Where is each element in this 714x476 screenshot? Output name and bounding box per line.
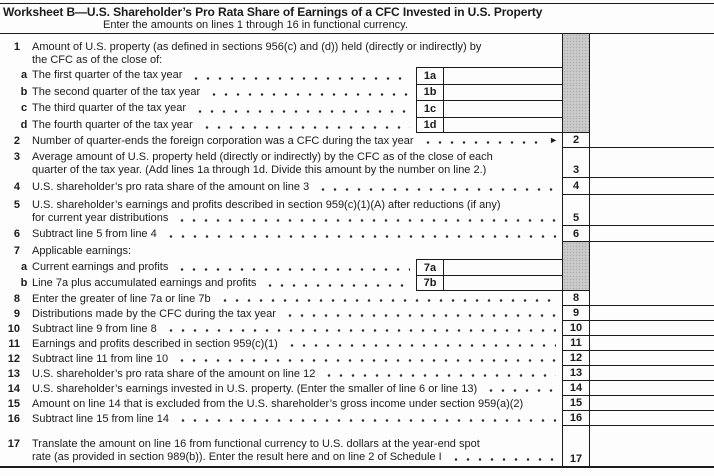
line-12-left	[0, 351, 562, 366]
line-1-left	[0, 34, 562, 67]
line-16-box-label: 16	[562, 411, 590, 426]
line-4-amount-field[interactable]	[590, 178, 714, 195]
row-line-13	[0, 366, 714, 381]
line-1d-left	[0, 117, 562, 134]
line-7b-amount-field[interactable]	[444, 276, 562, 290]
line-17-text-1: Translate the amount on line 16 from functional currency to U.S. dollars at the year-end spot	[32, 438, 480, 450]
line-1d-text: The fourth quarter of the tax year	[32, 118, 193, 131]
line-13-box-label: 13	[562, 366, 590, 381]
line-11-box-label: 11	[562, 336, 590, 351]
line-17-text-2: rate (as provided in section 989(b)). Enter the result here and on line 2 of Schedule I	[32, 451, 442, 463]
row-line-16	[0, 411, 714, 426]
line-3-number: 3	[13, 151, 20, 163]
line-12-text: Subtract line 11 from line 10	[32, 352, 169, 365]
line-9-text: Distributions made by the CFC during the tax year	[32, 307, 276, 320]
line-15-text: Amount on line 14 that is excluded from the U.S. shareholder’s gross income under section 959(a)(2)	[32, 397, 524, 410]
row-line-7a	[0, 259, 714, 275]
line-7b-left	[0, 275, 562, 291]
line-3-text	[28, 151, 562, 177]
line-8-text: Enter the greater of line 7a or line 7b	[32, 292, 211, 305]
line-1d-letter: d	[20, 118, 28, 131]
line-8-amount-field[interactable]	[590, 291, 714, 306]
line-17-number: 17	[7, 438, 20, 450]
row-line-8	[0, 291, 714, 306]
line-3-text-1: Average amount of U.S. property held (directly or indirectly) by the CFC as of the close of each	[32, 151, 493, 163]
line-1-text	[28, 41, 562, 67]
shaded-cell	[562, 100, 590, 117]
row-line-4	[0, 178, 714, 195]
line-12-box-label: 12	[562, 351, 590, 366]
row-line-1a	[0, 67, 714, 84]
line-4-left	[0, 178, 562, 195]
line-11-left	[0, 336, 562, 351]
blank-area	[590, 259, 714, 275]
line-16-text: Subtract line 15 from line 14	[32, 412, 169, 425]
line-7a-letter: a	[20, 261, 28, 273]
line-9-amount-field[interactable]	[590, 306, 714, 321]
dot-leader	[284, 336, 556, 351]
line-17-text	[28, 438, 562, 464]
line-1d-box-label: 1d	[417, 118, 444, 133]
row-line-10	[0, 321, 714, 336]
line-7-number: 7	[13, 244, 20, 257]
row-line-9	[0, 306, 714, 321]
line-7a-entry-box	[416, 259, 562, 275]
line-15-box-label: 15	[562, 396, 590, 411]
blank-area	[590, 67, 714, 84]
line-7-left	[0, 242, 562, 259]
line-10-left	[0, 321, 562, 336]
line-2-left	[0, 133, 562, 148]
pointer-arrow-icon: ►	[549, 135, 558, 145]
line-1b-box-label: 1b	[417, 85, 444, 101]
row-line-7b	[0, 275, 714, 291]
shaded-cell	[562, 84, 590, 101]
row-line-1c	[0, 100, 714, 117]
line-9-box-label: 9	[562, 306, 590, 321]
line-1d-entry-box	[416, 117, 562, 134]
line-7a-amount-field[interactable]	[444, 260, 562, 275]
shaded-cell	[562, 275, 590, 291]
line-5-left	[0, 195, 562, 226]
dot-leader	[262, 275, 410, 291]
shaded-cell	[562, 242, 590, 259]
line-5-text-2: for current year distributions	[32, 212, 169, 224]
line-2-amount-field[interactable]	[590, 133, 714, 148]
line-16-number: 16	[7, 412, 20, 425]
line-7-text: Applicable earnings:	[32, 244, 132, 257]
dot-leader	[217, 291, 556, 306]
blank-area	[590, 242, 714, 259]
line-16-amount-field[interactable]	[590, 411, 714, 426]
shaded-cell	[562, 259, 590, 275]
line-2-text: Number of quarter-ends the foreign corporation was a CFC during the tax year	[32, 134, 414, 147]
row-line-6	[0, 226, 714, 242]
blank-area	[590, 275, 714, 291]
line-8-box-label: 8	[562, 291, 590, 306]
line-9-number: 9	[13, 307, 20, 320]
line-13-left	[0, 366, 562, 381]
line-1b-text: The second quarter of the tax year	[32, 85, 201, 98]
row-line-3	[0, 148, 714, 178]
dot-leader	[175, 411, 556, 426]
line-1b-letter: b	[20, 85, 28, 98]
line-3-left	[0, 148, 562, 178]
line-1b-entry-box	[416, 84, 562, 101]
line-1-number: 1	[13, 41, 20, 53]
blank-area	[590, 34, 714, 67]
line-10-number: 10	[7, 322, 20, 335]
dot-leader	[174, 351, 556, 366]
line-7a-box-label: 7a	[417, 260, 444, 275]
line-3-amount-field[interactable]	[590, 148, 714, 178]
dot-leader	[483, 381, 556, 396]
row-line-7	[0, 242, 714, 259]
line-14-box-label: 14	[562, 381, 590, 396]
line-5-number: 5	[13, 199, 20, 211]
row-line-1b	[0, 84, 714, 101]
row-line-12	[0, 351, 714, 366]
line-7b-letter: b	[20, 277, 28, 289]
line-11-amount-field[interactable]	[590, 336, 714, 351]
line-12-number: 12	[7, 352, 20, 365]
row-line-17	[0, 426, 714, 466]
line-1c-box-label: 1c	[417, 101, 444, 117]
line-1c-amount-field[interactable]	[444, 101, 562, 117]
line-4-number: 4	[13, 180, 20, 193]
line-17-box-label: 17	[562, 426, 590, 466]
line-10-box-label: 10	[562, 321, 590, 336]
line-9-left	[0, 306, 562, 321]
line-13-text: U.S. shareholder’s pro rata share of the amount on line 12	[32, 367, 316, 380]
line-6-amount-field[interactable]	[590, 226, 714, 242]
dot-leader	[206, 84, 410, 101]
line-14-amount-field[interactable]	[590, 381, 714, 396]
line-16-left	[0, 411, 562, 426]
dot-leader	[420, 133, 544, 148]
line-11-number: 11	[8, 337, 20, 350]
line-15-amount-field[interactable]	[590, 396, 714, 411]
line-2-box-label: 2	[562, 133, 590, 148]
line-1a-entry-box	[416, 67, 562, 84]
line-7b-entry-box	[416, 275, 562, 291]
dot-leader	[321, 366, 556, 381]
line-8-number: 8	[13, 292, 20, 305]
line-5-text	[28, 199, 562, 225]
shaded-cell	[562, 117, 590, 134]
line-4-text: U.S. shareholder’s pro rata share of the amount on line 3	[32, 180, 310, 193]
line-15-left	[0, 396, 562, 411]
line-13-number: 13	[7, 367, 20, 380]
line-1a-text: The first quarter of the tax year	[32, 69, 183, 82]
line-13-amount-field[interactable]	[590, 366, 714, 381]
dot-leader	[163, 321, 556, 336]
line-6-text: Subtract line 5 from line 4	[32, 228, 157, 240]
line-2-number: 2	[13, 134, 20, 147]
row-line-2	[0, 133, 714, 148]
dot-leader	[199, 117, 410, 134]
line-1d-amount-field[interactable]	[444, 118, 562, 133]
line-14-text: U.S. shareholder’s earnings invested in U.S. property. (Enter the smaller of line 6 or line 13)	[32, 382, 478, 395]
dot-leader	[174, 212, 556, 225]
row-line-1d	[0, 117, 714, 134]
dot-leader	[163, 226, 556, 242]
dot-leader	[448, 451, 556, 464]
line-4-box-label: 4	[562, 178, 590, 195]
line-6-box-label: 6	[562, 226, 590, 242]
dot-leader	[174, 259, 410, 275]
line-1a-amount-field[interactable]	[444, 68, 562, 84]
line-7b-box-label: 7b	[417, 276, 444, 290]
line-1c-letter: c	[20, 102, 28, 115]
line-1a-left	[0, 67, 562, 84]
line-6-number: 6	[13, 228, 20, 240]
blank-area	[590, 117, 714, 134]
line-12-amount-field[interactable]	[590, 351, 714, 366]
line-1c-entry-box	[416, 100, 562, 117]
line-7a-text: Current earnings and profits	[32, 261, 169, 273]
line-1c-text: The third quarter of the tax year	[32, 102, 187, 115]
row-line-11	[0, 336, 714, 351]
line-1-text-2: the CFC as of the close of:	[32, 54, 163, 66]
line-10-text: Subtract line 9 from line 8	[32, 322, 157, 335]
dot-leader	[282, 306, 556, 321]
row-line-14	[0, 381, 714, 396]
line-17-amount-field[interactable]	[590, 426, 714, 466]
row-line-1	[0, 34, 714, 67]
line-1b-left	[0, 84, 562, 101]
line-1a-box-label: 1a	[417, 68, 444, 84]
line-6-left	[0, 226, 562, 242]
dot-leader	[192, 100, 410, 117]
line-3-box-label: 3	[562, 148, 590, 178]
line-1b-amount-field[interactable]	[444, 85, 562, 101]
line-5-amount-field[interactable]	[590, 195, 714, 226]
dot-leader	[315, 178, 556, 195]
shaded-cell	[562, 34, 590, 67]
worksheet-table	[0, 34, 714, 468]
dot-leader	[188, 67, 410, 84]
worksheet-header	[0, 3, 714, 34]
line-10-amount-field[interactable]	[590, 321, 714, 336]
blank-area	[590, 84, 714, 101]
blank-area	[590, 100, 714, 117]
line-1-text-1: Amount of U.S. property (as defined in sections 956(c) and (d)) held (directly or indirectly) by	[32, 41, 482, 53]
line-17-left	[0, 426, 562, 466]
row-line-5	[0, 195, 714, 226]
line-8-left	[0, 291, 562, 306]
row-line-15	[0, 396, 714, 411]
line-14-left	[0, 381, 562, 396]
line-7b-text: Line 7a plus accumulated earnings and profits	[32, 277, 257, 289]
line-1c-left	[0, 100, 562, 117]
line-11-text: Earnings and profits described in section 959(c)(1)	[32, 337, 278, 350]
line-5-text-1: U.S. shareholder’s earnings and profits described in section 959(c)(1)(A) after reductions (if any)	[32, 199, 501, 211]
line-3-text-2: quarter of the tax year. (Add lines 1a through 1d. Divide this amount by the number on line 2.)	[32, 164, 487, 176]
worksheet-title: Worksheet B—U.S. Shareholder’s Pro Rata Share of Earnings of a CFC Invested in U.S. Property	[3, 5, 543, 19]
line-7a-left	[0, 259, 562, 275]
worksheet-instruction: Enter the amounts on lines 1 through 16 in functional currency.	[103, 19, 408, 31]
shaded-cell	[562, 67, 590, 84]
line-15-number: 15	[7, 397, 20, 410]
line-14-number: 14	[7, 382, 20, 395]
line-5-box-label: 5	[562, 195, 590, 226]
line-1a-letter: a	[20, 69, 28, 82]
